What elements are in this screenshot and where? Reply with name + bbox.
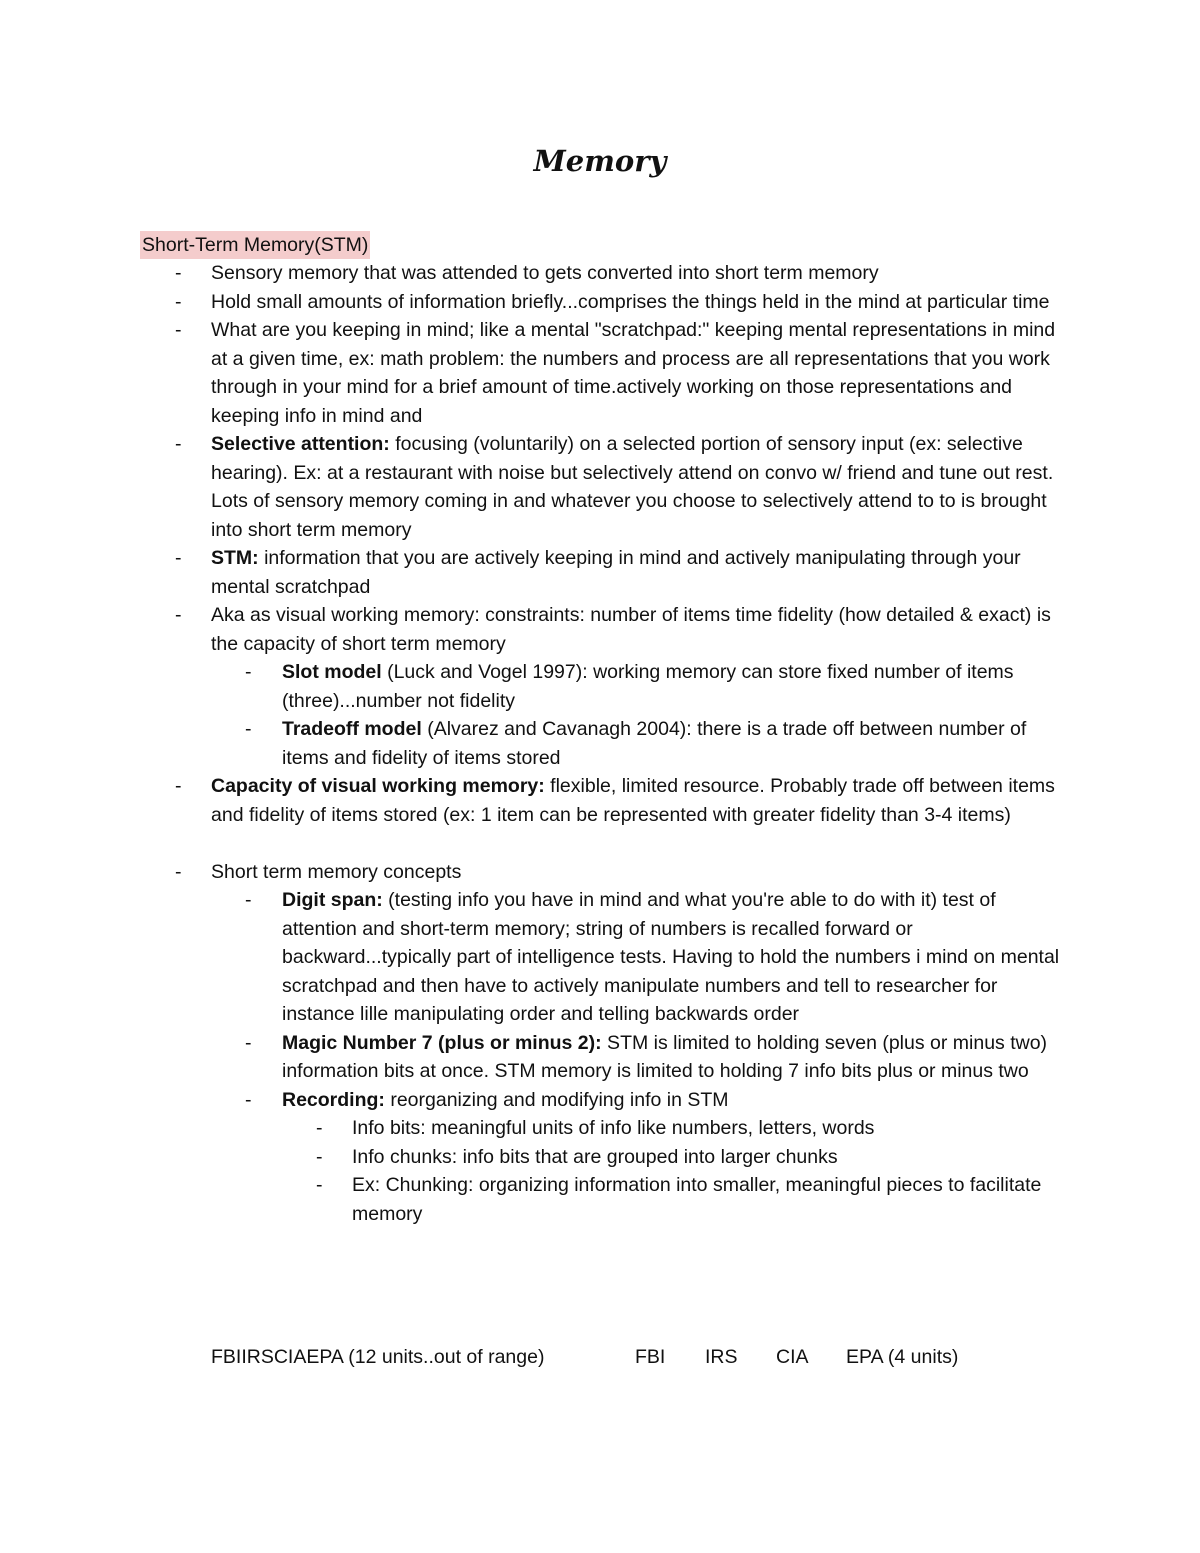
bullet-dash: - xyxy=(175,775,182,797)
list-item xyxy=(0,1029,1062,1086)
section-heading: Short-Term Memory(STM) xyxy=(140,231,370,259)
item-text: focusing (voluntarily) on a selected portion of sensory input (ex: selective hearing). Ex: at a restaurant with noise but selectively attend on convo w/ friend and tune out rest. Lots of sensory memory coming in and whatever you choose to selectively attend to to is brought into short term memory xyxy=(211,433,1054,541)
term-label: Slot model xyxy=(282,661,382,683)
list-item xyxy=(0,316,1061,430)
example-chunk: IRS xyxy=(705,1346,738,1368)
list-item xyxy=(0,259,1061,288)
bullet-dash: - xyxy=(316,1117,323,1139)
bullet-dash: - xyxy=(245,889,252,911)
list-item xyxy=(0,1086,1062,1115)
item-text: information that you are actively keeping in mind and actively manipulating through your mental scratchpad xyxy=(211,547,1021,598)
term-label: Digit span: xyxy=(282,889,383,911)
item-text: STM is limited to holding seven (plus or minus two) information bits at once. STM memory is limited to holding 7 info bits plus or minus two xyxy=(282,1031,1048,1082)
list-item xyxy=(0,601,1061,658)
example-chunk: EPA (4 units) xyxy=(846,1346,959,1368)
bullet-dash: - xyxy=(175,262,182,284)
term-label: Magic Number 7 (plus or minus 2): xyxy=(282,1031,602,1054)
term-label: Tradeoff model xyxy=(282,718,422,740)
bullet-dash: - xyxy=(175,860,182,883)
list-item xyxy=(0,288,1061,317)
list-item xyxy=(0,886,1062,1029)
item-text: Hold small amounts of information briefly...comprises the things held in the mind at particular time xyxy=(211,290,1050,313)
item-text: flexible, limited resource. Probably trade off between items and fidelity of items stored (ex: 1 item can be represented with greater fidelity than 3-4 items) xyxy=(211,775,1055,826)
item-text: Info bits: meaningful units of info like numbers, letters, words xyxy=(352,1117,875,1139)
bullet-dash: - xyxy=(175,319,182,341)
list-item xyxy=(0,858,1061,887)
bullet-dash: - xyxy=(175,547,182,569)
bullet-dash: - xyxy=(245,718,252,740)
bullet-dash: - xyxy=(316,1174,323,1196)
list-item xyxy=(0,658,1062,715)
notes-list xyxy=(0,259,1200,1228)
item-text: (Alvarez and Cavanagh 2004): there is a trade off between number of items and fidelity of items stored xyxy=(282,718,1027,769)
list-item xyxy=(0,1171,1062,1228)
blank-line xyxy=(0,829,1200,858)
term-label: Capacity of visual working memory: xyxy=(211,775,545,797)
item-text: Ex: Chunking: organizing information into smaller, meaningful pieces to facilitate memory xyxy=(352,1174,1042,1225)
bullet-dash: - xyxy=(175,290,182,313)
bullet-dash: - xyxy=(245,1088,252,1111)
list-item xyxy=(0,544,1061,601)
item-text: Sensory memory that was attended to gets converted into short term memory xyxy=(211,262,879,284)
bullet-dash: - xyxy=(175,604,182,626)
bullet-dash: - xyxy=(175,433,182,455)
example-full-string: FBIIRSCIAEPA (12 units..out of range) xyxy=(211,1346,545,1368)
list-item xyxy=(0,430,1061,544)
term-label: STM: xyxy=(211,547,259,569)
bullet-dash: - xyxy=(245,1031,252,1054)
example-chunk: CIA xyxy=(776,1346,809,1368)
list-item xyxy=(0,1143,1062,1172)
page-title: Memory xyxy=(533,144,667,178)
bullet-dash: - xyxy=(245,661,252,683)
item-text: Short term memory concepts xyxy=(211,860,462,883)
term-label: Selective attention: xyxy=(211,433,390,455)
list-item xyxy=(0,715,1062,772)
item-text: (testing info you have in mind and what you're able to do with it) test of attention and short-term memory; string of numbers is recalled forward or backward...typically part of intelligence tests. Having to hold the numbers i mind on mental scratchpad and then have to actively manipulate numbers and tell to researcher for instance lille manipulating order and telling backwards order xyxy=(282,889,1060,1025)
list-item xyxy=(0,1114,1062,1143)
item-text: Info chunks: info bits that are grouped into larger chunks xyxy=(352,1145,838,1168)
bullet-dash: - xyxy=(316,1145,323,1168)
item-text: (Luck and Vogel 1997): working memory can store fixed number of items (three)...number not fidelity xyxy=(282,661,1014,712)
term-label: Recording: xyxy=(282,1088,385,1111)
list-item xyxy=(0,772,1061,829)
item-text: reorganizing and modifying info in STM xyxy=(384,1088,729,1111)
example-chunk: FBI xyxy=(635,1346,666,1368)
item-text: Aka as visual working memory: constraints: number of items time fidelity (how detailed & exact) is the capacity of short term memory xyxy=(211,604,1051,655)
item-text: What are you keeping in mind; like a mental "scratchpad:" keeping mental representations in mind at a given time, ex: math problem: the numbers and process are all representations that you work through in your mind for a brief amount of time.actively working on those representations and keeping info in mind and xyxy=(211,319,1056,427)
